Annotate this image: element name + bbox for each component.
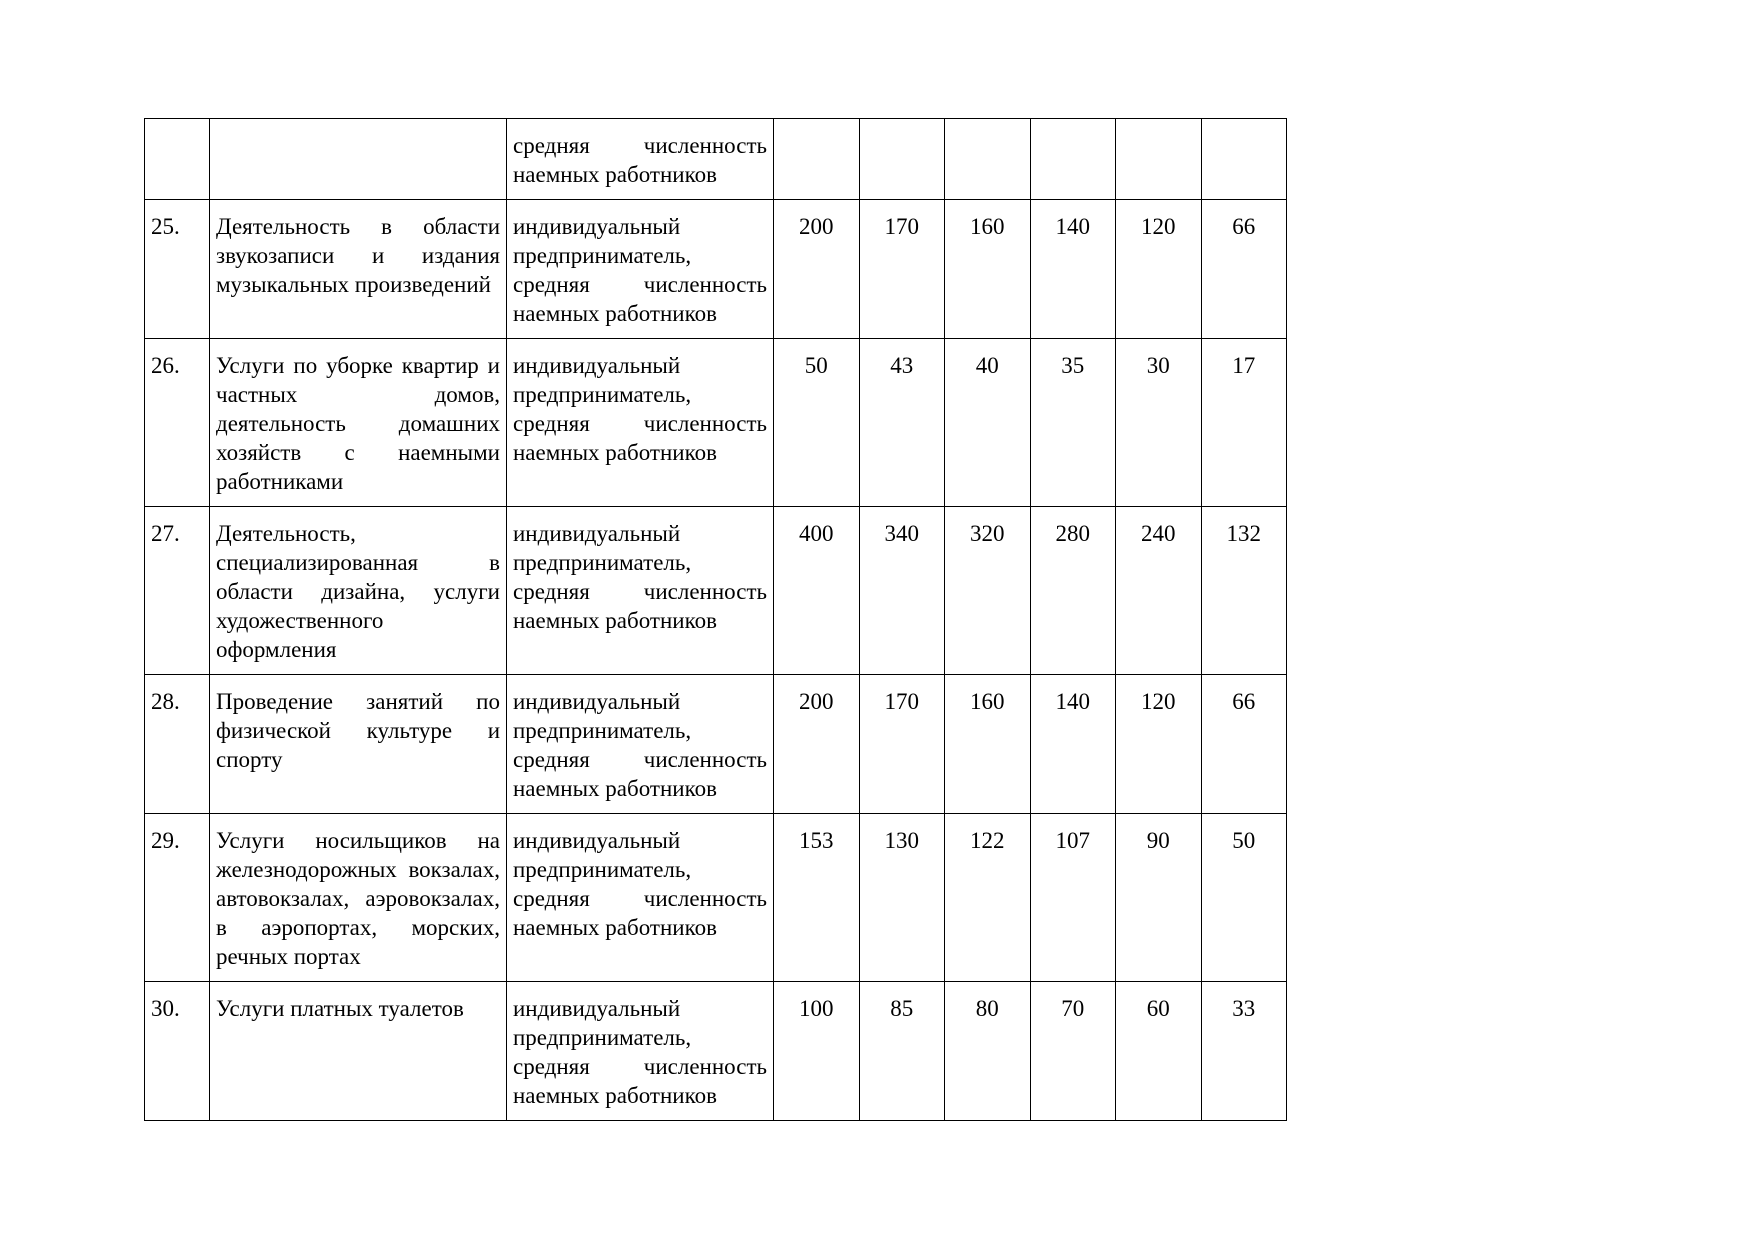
value-cell: 17 bbox=[1201, 339, 1287, 507]
activity-cell bbox=[210, 119, 507, 200]
row-number bbox=[145, 119, 210, 200]
row-number: 27. bbox=[145, 507, 210, 675]
value-cell: 400 bbox=[774, 507, 860, 675]
subject-cell: индивидуальный предприниматель, средняя численность наемных работников bbox=[507, 339, 774, 507]
value-cell bbox=[1030, 119, 1116, 200]
value-cell: 43 bbox=[859, 339, 945, 507]
value-cell: 170 bbox=[859, 675, 945, 814]
value-cell: 50 bbox=[774, 339, 860, 507]
value-cell: 200 bbox=[774, 200, 860, 339]
value-cell: 140 bbox=[1030, 200, 1116, 339]
value-cell: 85 bbox=[859, 982, 945, 1121]
subject-cell: средняя численность наемных работников bbox=[507, 119, 774, 200]
value-cell: 80 bbox=[945, 982, 1031, 1121]
tax-rate-table bbox=[144, 118, 1287, 1121]
activity-cell: Услуги носильщиков на железнодорожных вокзалах, автовокзалах, аэровокзалах, в аэропортах, морских, речных портах bbox=[210, 814, 507, 982]
row-number: 28. bbox=[145, 675, 210, 814]
value-cell: 200 bbox=[774, 675, 860, 814]
value-cell: 140 bbox=[1030, 675, 1116, 814]
value-cell: 50 bbox=[1201, 814, 1287, 982]
value-cell: 66 bbox=[1201, 200, 1287, 339]
value-cell: 66 bbox=[1201, 675, 1287, 814]
value-cell: 60 bbox=[1116, 982, 1202, 1121]
value-cell: 90 bbox=[1116, 814, 1202, 982]
value-cell: 33 bbox=[1201, 982, 1287, 1121]
value-cell: 130 bbox=[859, 814, 945, 982]
value-cell bbox=[1116, 119, 1202, 200]
value-cell: 100 bbox=[774, 982, 860, 1121]
value-cell bbox=[774, 119, 860, 200]
table-row bbox=[145, 814, 1287, 982]
value-cell: 160 bbox=[945, 200, 1031, 339]
row-number: 26. bbox=[145, 339, 210, 507]
value-cell bbox=[945, 119, 1031, 200]
value-cell: 70 bbox=[1030, 982, 1116, 1121]
table-row bbox=[145, 200, 1287, 339]
value-cell: 35 bbox=[1030, 339, 1116, 507]
value-cell: 107 bbox=[1030, 814, 1116, 982]
subject-cell: индивидуальный предприниматель, средняя численность наемных работников bbox=[507, 814, 774, 982]
activity-cell: Деятельность, специализированная в области дизайна, услуги художественного оформления bbox=[210, 507, 507, 675]
subject-cell: индивидуальный предприниматель, средняя численность наемных работников bbox=[507, 200, 774, 339]
value-cell: 340 bbox=[859, 507, 945, 675]
value-cell: 120 bbox=[1116, 200, 1202, 339]
value-cell: 132 bbox=[1201, 507, 1287, 675]
value-cell: 160 bbox=[945, 675, 1031, 814]
subject-cell: индивидуальный предприниматель, средняя численность наемных работников bbox=[507, 982, 774, 1121]
activity-cell: Услуги по уборке квартир и частных домов, деятельность домашних хозяйств с наемными работниками bbox=[210, 339, 507, 507]
table-row-continuation bbox=[145, 119, 1287, 200]
value-cell: 280 bbox=[1030, 507, 1116, 675]
value-cell: 122 bbox=[945, 814, 1031, 982]
value-cell: 320 bbox=[945, 507, 1031, 675]
activity-cell: Деятельность в области звукозаписи и издания музыкальных произведений bbox=[210, 200, 507, 339]
value-cell: 170 bbox=[859, 200, 945, 339]
table-row bbox=[145, 507, 1287, 675]
row-number: 30. bbox=[145, 982, 210, 1121]
subject-cell: индивидуальный предприниматель, средняя численность наемных работников bbox=[507, 507, 774, 675]
value-cell: 30 bbox=[1116, 339, 1202, 507]
activity-cell: Проведение занятий по физической культуре и спорту bbox=[210, 675, 507, 814]
table-row bbox=[145, 675, 1287, 814]
row-number: 25. bbox=[145, 200, 210, 339]
value-cell bbox=[1201, 119, 1287, 200]
value-cell: 240 bbox=[1116, 507, 1202, 675]
value-cell: 153 bbox=[774, 814, 860, 982]
activity-cell: Услуги платных туалетов bbox=[210, 982, 507, 1121]
value-cell: 40 bbox=[945, 339, 1031, 507]
table-row bbox=[145, 982, 1287, 1121]
value-cell bbox=[859, 119, 945, 200]
subject-cell: индивидуальный предприниматель, средняя численность наемных работников bbox=[507, 675, 774, 814]
table-row bbox=[145, 339, 1287, 507]
value-cell: 120 bbox=[1116, 675, 1202, 814]
row-number: 29. bbox=[145, 814, 210, 982]
